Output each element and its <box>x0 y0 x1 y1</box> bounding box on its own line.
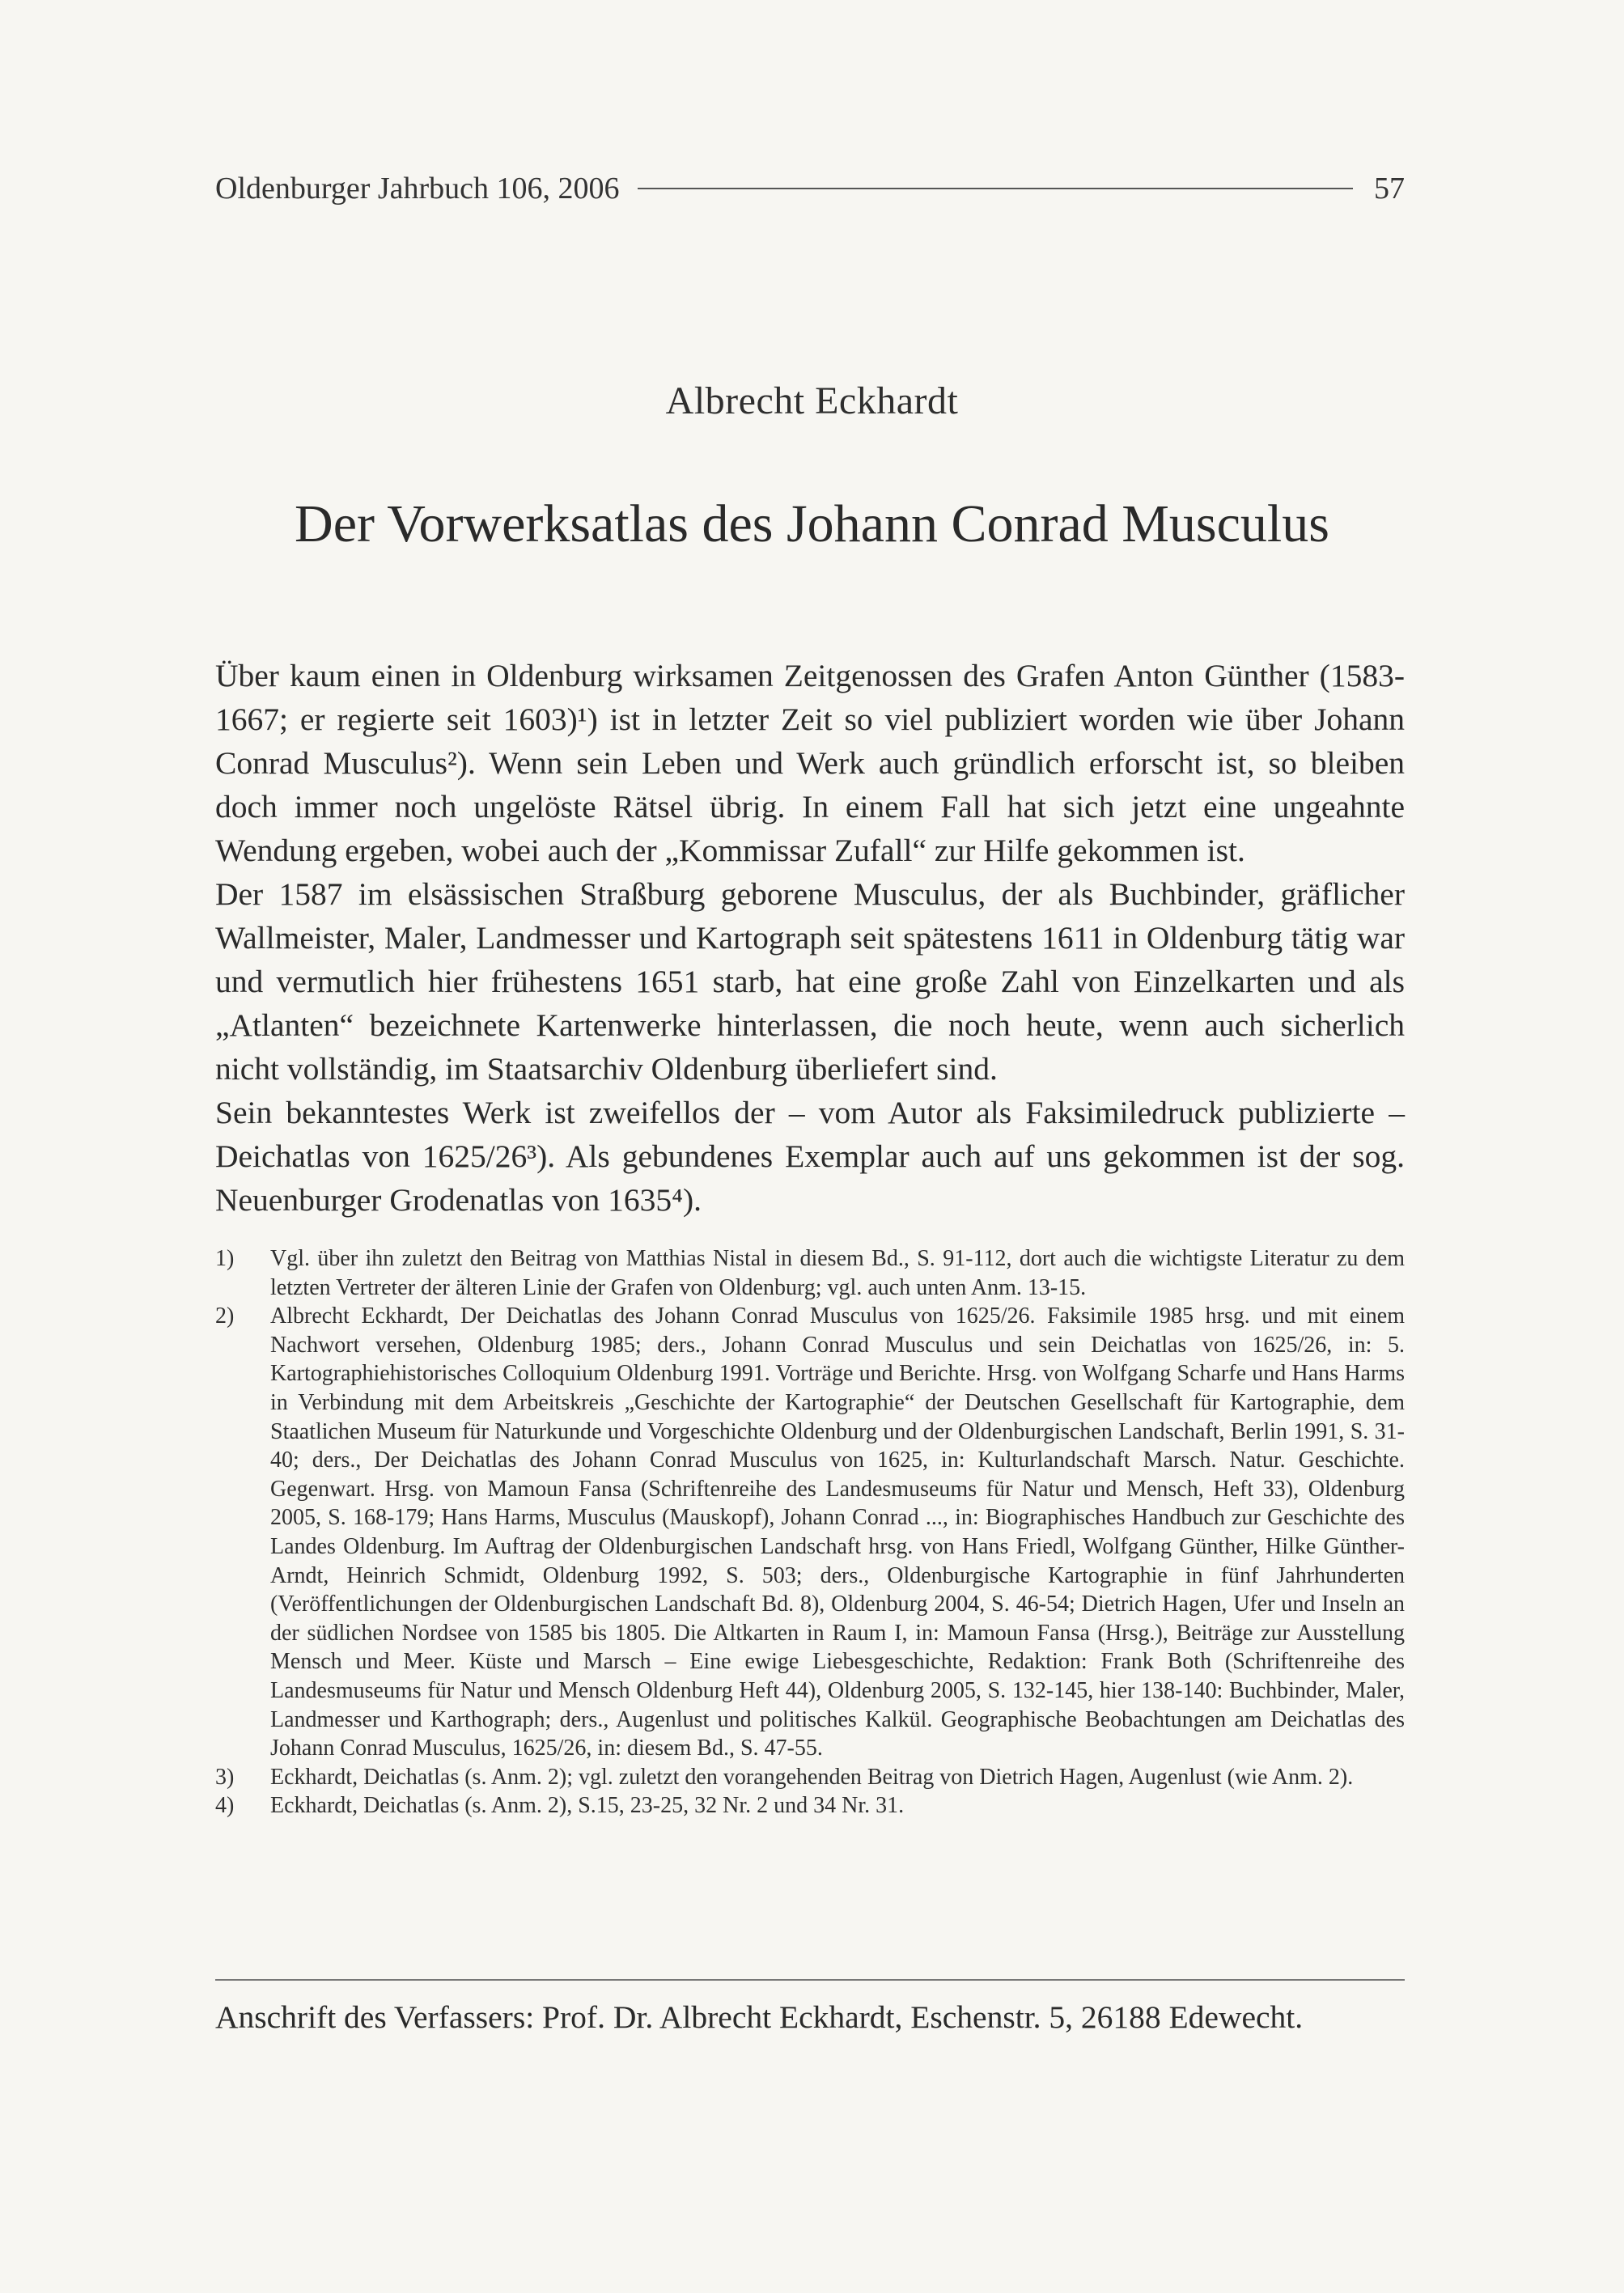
body-paragraph: Über kaum einen in Oldenburg wirksamen Zeitgenossen des Grafen Anton Günther (1583-1667; er regierte seit 1603)¹) ist in letzter Zeit so viel publiziert worden wie über Johann Conrad Musculus²). Wenn sein Leben und Werk auch gründlich erforscht ist, so bleiben doch immer noch ungelöste Rätsel übrig. In einem Fall hat sich jetzt eine ungeahnte Wendung ergeben, wobei auch der „Kommissar Zufall“ zur Hilfe gekommen ist. <box>215 658 1405 868</box>
footnote-text: Eckhardt, Deichatlas (s. Anm. 2); vgl. zuletzt den vorangehenden Beitrag von Dietrich Hagen, Augenlust (wie Anm. 2). <box>270 1764 1354 1790</box>
article-author: Albrecht Eckhardt <box>665 379 959 422</box>
footnote <box>215 1244 1405 1302</box>
article-body <box>215 654 1405 1222</box>
page-number: 57 <box>1374 172 1405 206</box>
footnote-number: 2) <box>215 1303 235 1329</box>
body-paragraph: Sein bekanntestes Werk ist zweifellos der – vom Autor als Faksimiledruck publizierte – Deichatlas von 1625/26³). Als gebundenes Exemplar auch auf uns gekommen ist der sog. Neuenburger Grodenatlas von 1635⁴). <box>215 1095 1405 1218</box>
body-paragraph: Der 1587 im elsässischen Straßburg geborene Musculus, der als Buchbinder, gräflicher Wallmeister, Maler, Landmesser und Kartograph seit spätestens 1611 in Oldenburg tätig war und vermutlich hier frühestens 1651 starb, hat eine große Zahl von Einzelkarten und als „Atlanten“ bezeichnete Kartenwerke hinterlassen, die noch heute, wenn auch sicherlich nicht vollständig, im Staatsarchiv Oldenburg überliefert sind. <box>215 876 1405 1087</box>
footnote-text: Eckhardt, Deichatlas (s. Anm. 2), S.15, 23-25, 32 Nr. 2 und 34 Nr. 31. <box>270 1793 905 1819</box>
running-head <box>215 168 1405 209</box>
footnote-number: 1) <box>215 1246 235 1271</box>
footnote-number: 3) <box>215 1764 235 1790</box>
header-rule <box>638 188 1353 189</box>
footnote <box>215 1791 1405 1820</box>
footnotes <box>215 1244 1405 1820</box>
author-address: Anschrift des Verfassers: Prof. Dr. Albrecht Eckhardt, Eschenstr. 5, 26188 Edewecht. <box>215 1999 1304 2035</box>
footnote <box>215 1302 1405 1763</box>
journal-title: Oldenburger Jahrbuch 106, 2006 <box>215 172 620 206</box>
footnote <box>215 1763 1405 1792</box>
article-title: Der Vorwerksatlas des Johann Conrad Musculus <box>295 494 1329 553</box>
address-divider <box>215 1979 1405 1981</box>
footnote-number: 4) <box>215 1793 235 1819</box>
footnote-text: Vgl. über ihn zuletzt den Beitrag von Matthias Nistal in diesem Bd., S. 91-112, dort auch die wichtigste Literatur zu dem letzten Vertreter der älteren Linie der Grafen von Oldenburg; vgl. auch unten Anm. 13-15. <box>270 1246 1405 1300</box>
footnote-text: Albrecht Eckhardt, Der Deichatlas des Johann Conrad Musculus von 1625/26. Faksimile 1985 hrsg. und mit einem Nachwort versehen, Oldenburg 1985; ders., Johann Conrad Musculus und sein Deichatlas von 1625/26, in: 5. Kartographiehistorisches Colloquium Oldenburg 1991. Vorträge und Berichte. Hrsg. von Wolfgang Scharfe und Hans Harms in Verbindung mit dem Arbeitskreis „Geschichte der Kartographie“ der Deutschen Gesellschaft für Kartographie, dem Staatlichen Museum für Naturkunde und Vorgeschichte Oldenburg und der Oldenburgischen Landschaft, Berlin 1991, S. 31-40; ders., Der Deichatlas des Johann Conrad Musculus von 1625, in: Kulturlandschaft Marsch. Natur. Geschichte. Gegenwart. Hrsg. von Mamoun Fansa (Schriftenreihe des Landesmuseums für Natur und Mensch, Heft 33), Oldenburg 2005, S. 168-179; Hans Harms, Musculus (Mauskopf), Johann Conrad ..., in: Biographisches Handbuch zur Geschichte des Landes Oldenburg. Im Auftrag der Oldenburgischen Landschaft hrsg. von Hans Friedl, Wolfgang Günther, Hilke Günther-Arndt, Heinrich Schmidt, Oldenburg 1992, S. 503; ders., Oldenburgische Kartographie in fünf Jahrhunderten (Veröffentlichungen der Oldenburgischen Landschaft Bd. 8), Oldenburg 2004, S. 46-54; Dietrich Hagen, Ufer und Inseln an der südlichen Nordsee von 1585 bis 1805. Die Altkarten in Raum I, in: Mamoun Fansa (Hrsg.), Beiträge zur Ausstellung Mensch und Meer. Küste und Marsch – Eine ewige Liebesgeschichte, Redaktion: Frank Both (Schriftenreihe des Landesmuseums für Natur und Mensch Oldenburg Heft 44), Oldenburg 2005, S. 132-145, hier 138-140: Buchbinder, Maler, Landmesser und Karthograph; ders., Augenlust und politisches Kalkül. Geographische Beobachtungen am Deichatlas des Johann Conrad Musculus, 1625/26, in: diesem Bd., S. 47-55. <box>270 1303 1405 1761</box>
